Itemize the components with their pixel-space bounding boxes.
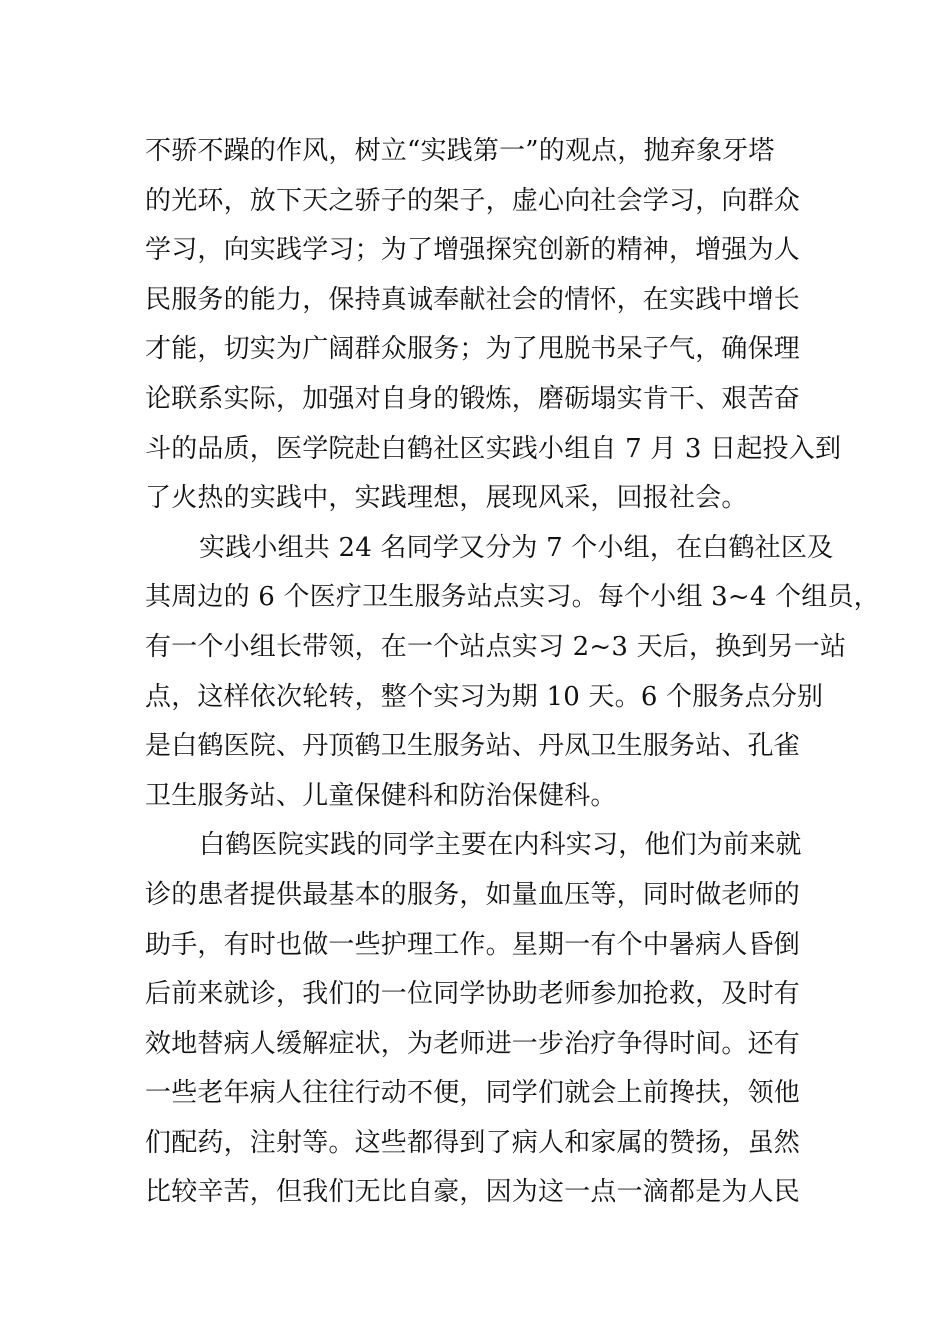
paragraph-1-line: 学习，向实践学习；为了增强探究创新的精神，增强为人 <box>145 235 801 266</box>
paragraph-2-line: 其周边的 6 个医疗卫生服务站点实习。每个小组 3~4 个组员， <box>145 582 880 613</box>
paragraph-2-line: 点，这样依次轮转，整个实习为期 10 天。6 个服务点分别 <box>145 681 824 712</box>
paragraph-1-line: 才能，切实为广阔群众服务；为了甩脱书呆子气，确保理 <box>145 334 801 365</box>
paragraph-1-line: 的光环，放下天之骄子的架子，虚心向社会学习，向群众 <box>145 185 801 216</box>
paragraph-3-line: 一些老年病人往往行动不便，同学们就会上前搀扶，领他 <box>145 1078 801 1109</box>
paragraph-3-line: 诊的患者提供最基本的服务，如量血压等，同时做老师的 <box>145 879 801 910</box>
paragraph-3-line: 们配药，注射等。这些都得到了病人和家属的赞扬，虽然 <box>145 1127 801 1158</box>
paragraph-3-line: 白鹤医院实践的同学主要在内科实习，他们为前来就 <box>199 830 802 861</box>
paragraph-2-line: 是白鹤医院、丹顶鹤卫生服务站、丹凤卫生服务站、孔雀 <box>145 731 801 762</box>
paragraph-3-line: 助手，有时也做一些护理工作。星期一有个中暑病人昏倒 <box>145 929 801 960</box>
paragraph-1-line: 民服务的能力，保持真诚奉献社会的情怀，在实践中增长 <box>145 284 801 315</box>
paragraph-2-line: 实践小组共 24 名同学又分为 7 个小组，在白鹤社区及 <box>199 532 834 563</box>
paragraph-3-line: 效地替病人缓解症状，为老师进一步治疗争得时间。还有 <box>145 1028 801 1059</box>
document-body <box>145 127 880 1218</box>
paragraph-1-line: 不骄不躁的作风，树立“实践第一”的观点，抛弃象牙塔 <box>145 136 775 166</box>
paragraph-3-line: 比较辛苦，但我们无比自豪，因为这一点一滴都是为人民 <box>145 1177 801 1208</box>
paragraph-1-line: 了火热的实践中，实践理想，展现风采，回报社会。 <box>145 483 748 514</box>
paragraph-2-line: 有一个小组长带领，在一个站点实习 2~3 天后，换到另一站 <box>145 631 847 662</box>
paragraph-1-line: 斗的品质，医学院赴白鹤社区实践小组自 7 月 3 日起投入到 <box>145 433 842 464</box>
paragraph-3-line: 后前来就诊，我们的一位同学协助老师参加抢救，及时有 <box>145 979 801 1010</box>
paragraph-1-line: 论联系实际，加强对自身的锻炼，磨砺塌实肯干、艰苦奋 <box>145 383 801 414</box>
paragraph-2-line: 卫生服务站、儿童保健科和防治保健科。 <box>145 780 617 811</box>
